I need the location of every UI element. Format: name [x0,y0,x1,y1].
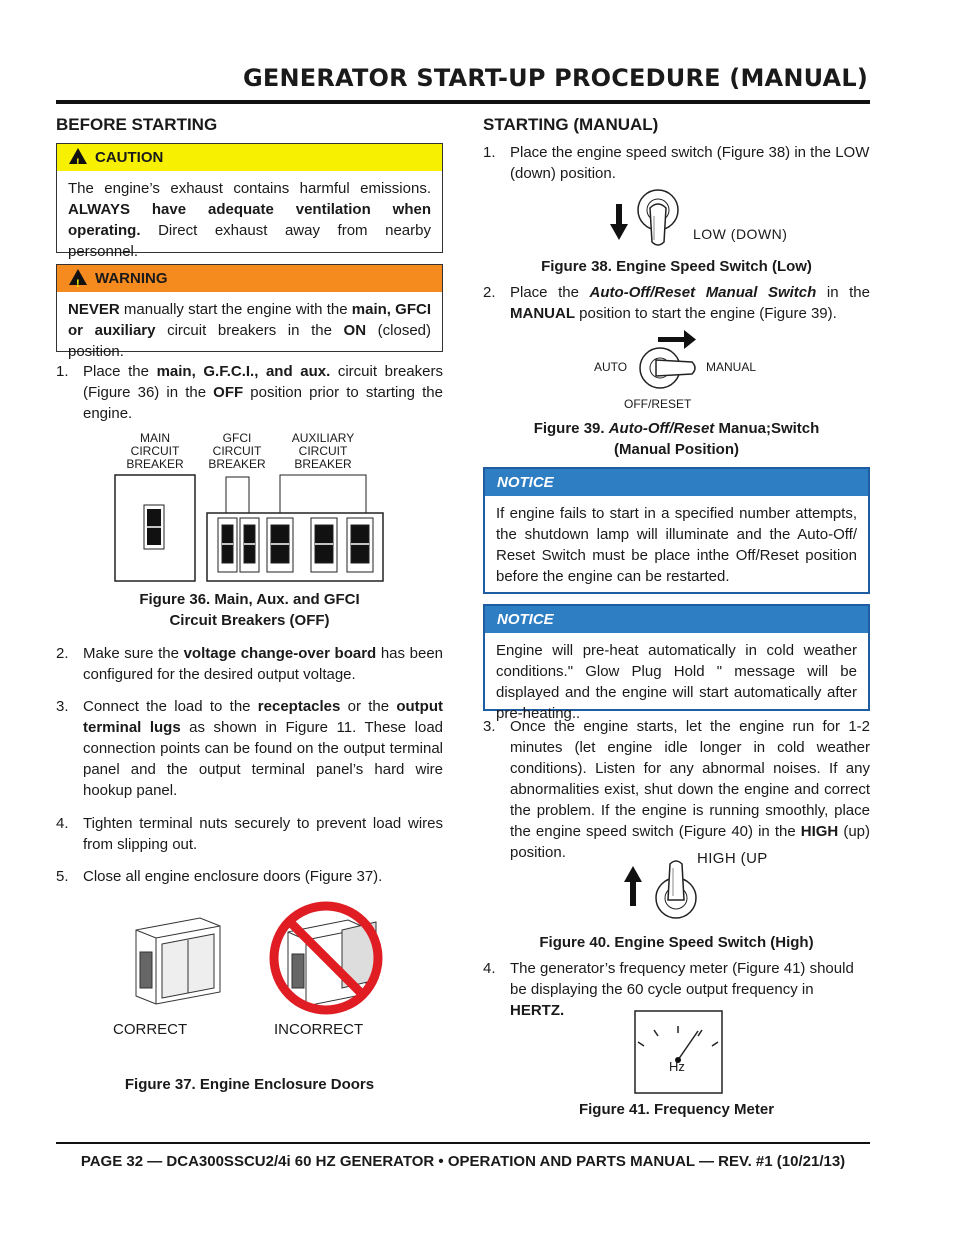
speed-switch-high-figure [622,856,698,922]
list-num: 4. [56,815,69,832]
figure-caption-40: Figure 40. Engine Speed Switch (High) [539,934,814,951]
fig41-unit-label: Hz [669,1059,685,1074]
t: Place the [83,363,157,380]
warning-text-d: ON [343,322,367,339]
list-num: 5. [56,868,69,885]
caution-header [57,144,442,171]
t: as shown in Figure 11. These load connection points can be found on the output terminal panel and the output terminal panel’s hard wire hookup panel. [83,719,443,799]
figure-caption-41: Figure 41. Frequency Meter [578,1101,775,1118]
list-item [56,643,443,687]
t: position prior to starting the engine. [83,384,443,422]
caution-label: CAUTION [95,149,164,166]
lbl: BREAKER [294,457,352,471]
section-title-starting-manual: STARTING (MANUAL) [483,115,659,134]
lbl: AUXILIARY [291,431,355,445]
list-num: 2. [483,284,496,301]
list-text [83,361,443,424]
lbl: MAIN [140,431,170,445]
t: position to start the engine (Figure 39). [575,305,837,322]
cap: Manua;Switch [714,420,820,437]
list-num: 2. [56,645,69,662]
t: in the [816,284,870,301]
fig39-manual-label: MANUAL [706,360,757,374]
fig36-label-main [120,432,190,471]
cap: Figure 39. [533,420,609,437]
warning-triangle-icon [69,148,87,164]
notice-box-1 [483,467,870,594]
auto-off-reset-switch-figure [634,330,704,394]
t: has been configured for the desired output voltage. [83,645,443,683]
t: circuit breakers (Figure 36) in the [83,363,443,401]
fig38-label: LOW (DOWN) [693,226,788,242]
t: Auto-Off/Reset Manual Switch [589,284,817,301]
caution-text-bold: ALWAYS have adequate ventilation when operating. [68,201,431,239]
t: (up) position. [510,823,870,861]
circuit-breakers-figure [112,472,387,584]
warning-triangle-icon [69,269,87,285]
lbl: CIRCUIT [212,444,262,458]
list-num: 1. [56,363,69,380]
t: voltage change-over board [183,645,377,662]
fig37-correct-label: CORRECT [113,1021,188,1038]
cap: Circuit Breakers (OFF) [169,612,330,629]
enclosure-doors-figure [128,900,390,1018]
warning-never: NEVER [68,301,120,318]
list-item [483,716,870,866]
notice-header: NOTICE [485,606,868,633]
fig40-label: HIGH (UP [697,850,768,867]
fig39-off-label: OFF/RESET [624,397,692,411]
lbl: BREAKER [126,457,184,471]
cap: Auto-Off/Reset [608,420,715,437]
t: main, G.F.C.I., and aux. [156,363,331,380]
warning-text-c: circuit breakers in the [155,322,344,339]
caution-text-1: The engine’s exhaust contains harmful emissions. [68,180,431,197]
warning-text-a: manually start the engine with the [119,301,352,318]
list-item [483,282,870,326]
figure-caption-36 [56,589,443,631]
figure-caption-38: Figure 38. Engine Speed Switch (Low) [541,258,812,275]
t: Place the [510,284,590,301]
lbl: CIRCUIT [130,444,180,458]
t: HERTZ. [510,1002,565,1019]
caution-box [56,143,443,260]
list-text [83,643,443,685]
warning-header [57,265,442,292]
t: or the [340,698,397,715]
page-title: GENERATOR START-UP PROCEDURE (MANUAL) [242,64,868,92]
list-text: Tighten terminal nuts securely to prevent load wires from slipping out. [83,815,443,853]
notice-text: If engine fails to start in a specified number attempts, the shutdown lamp will illuminate and the Auto-Off/ Reset Switch must be place inthe Off/Reset position before the engine can be restarted. [496,505,857,585]
section-title-before-starting: BEFORE STARTING [56,115,218,134]
caution-text [57,171,442,262]
lbl: CIRCUIT [298,444,348,458]
fig39-auto-label: AUTO [594,360,628,374]
list-text: Place the engine speed switch (Figure 38) in the LOW (down) position. [510,144,870,182]
list-num: 1. [483,144,496,161]
list-item [56,813,443,857]
lbl: GFCI [222,431,252,445]
figure-caption-37: Figure 37. Engine Enclosure Doors [124,1076,375,1093]
notice-box-2 [483,604,870,722]
t: HIGH [800,823,839,840]
list-item [56,361,443,427]
caution-text-2: Direct exhaust away from nearby personnel. [68,222,431,260]
list-text [83,696,443,801]
list-text [510,282,870,324]
warning-text [57,292,442,362]
t: receptacles [257,698,341,715]
list-num: 3. [483,718,496,735]
list-item [56,866,443,888]
fig37-incorrect-label: INCORRECT [274,1021,364,1038]
notice-header: NOTICE [485,469,868,496]
t: The generator’s frequency meter (Figure 41) should be displaying the 60 cycle output frequency in [510,960,854,998]
cap: (Manual Position) [614,441,739,458]
list-num: 3. [56,698,69,715]
warning-box [56,264,443,360]
frequency-meter-figure [634,1010,724,1094]
header-rule [56,100,870,104]
figure-caption-39 [483,418,870,460]
cap: Figure 36. Main, Aux. and GFCI [139,591,360,608]
list-text: Close all engine enclosure doors (Figure 37). [83,868,383,885]
lbl: BREAKER [208,457,266,471]
t: Make sure the [83,645,184,662]
list-item [483,142,870,186]
warning-label: WARNING [95,270,168,287]
speed-switch-low-figure [606,186,688,248]
t: output terminal lugs [83,698,443,736]
footer-rule [56,1142,870,1144]
t: Once the engine starts, let the engine run for 1-2 minutes (let engine idle longer in cold weather conditions). Listen for any abnormal noises. If any abnormalities exist, shut down the engine and correct the problem. If the engine is running smoothly, place the engine speed switch (Figure 40) in the [510,718,870,840]
notice-text: Engine will pre-heat automatically in cold weather conditions." Glow Plug Hold " message will be displayed and the engine will start automatically after pre-heating.. [496,642,857,722]
fig36-label-aux [283,432,363,471]
list-num: 4. [483,960,496,977]
warning-text-e: (closed) position. [68,322,431,360]
list-item [56,696,443,804]
t: MANUAL [510,305,575,322]
warning-text-b: main, GFCI or auxiliary [68,301,431,339]
list-item [483,958,870,1019]
fig36-label-gfci [202,432,272,471]
list-text [510,716,870,863]
t: Connect the load to the [83,698,258,715]
page-footer: PAGE 32 — DCA300SSCU2/4i 60 HZ GENERATOR • OPERATION AND PARTS MANUAL — REV. #1 (10/21/13) [80,1153,846,1170]
t: OFF [213,384,244,401]
